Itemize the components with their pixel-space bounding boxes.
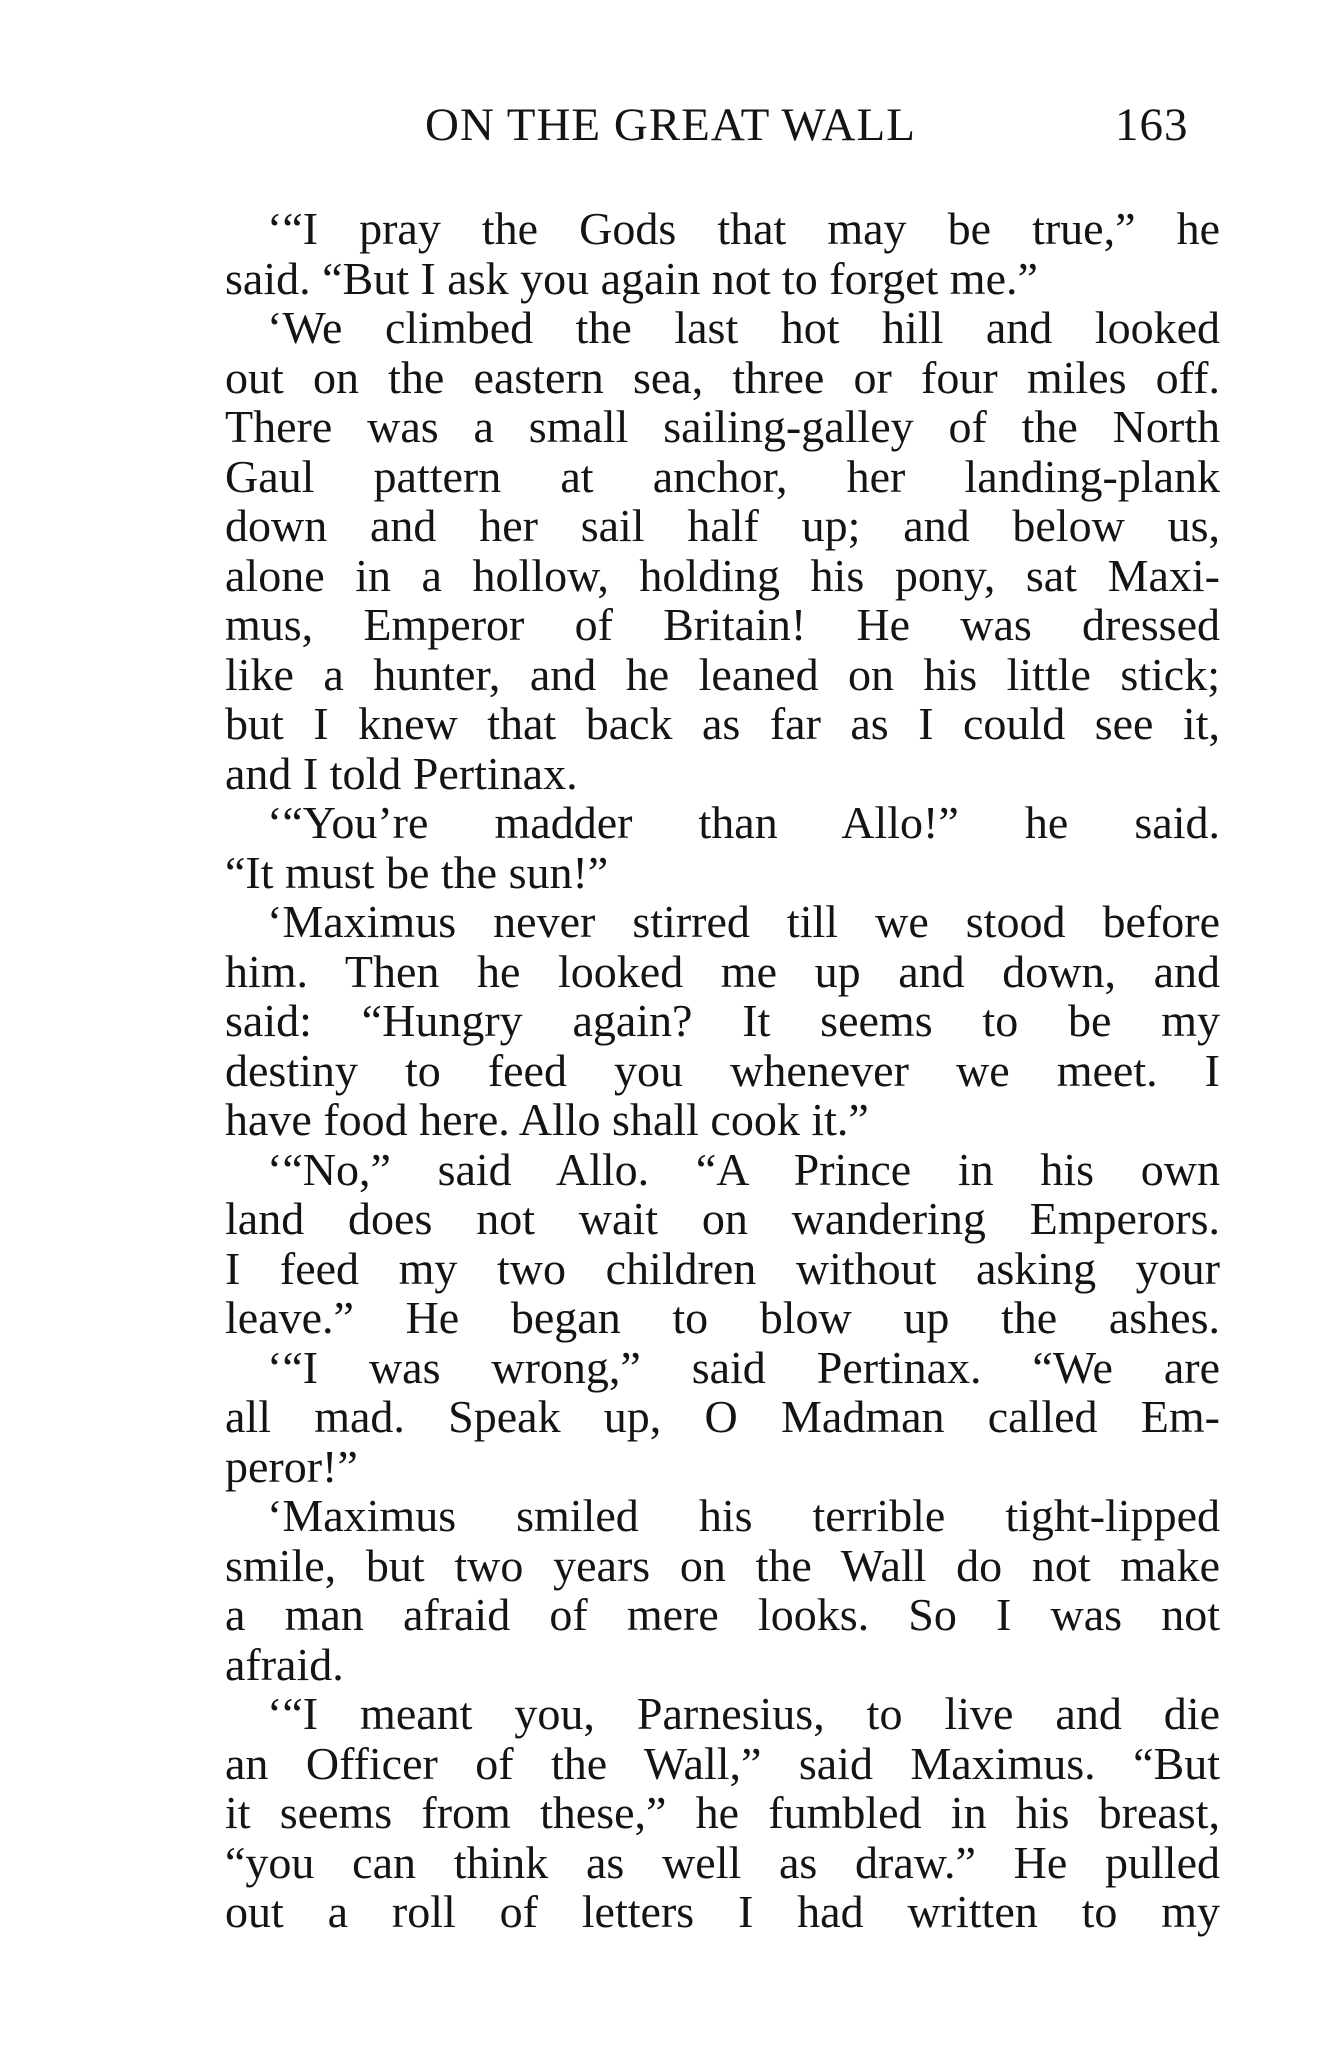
text-line: a man afraid of mere looks. So I was not — [225, 1589, 1220, 1640]
text-line: ‘We climbed the last hot hill and looked — [267, 302, 1220, 353]
body-text — [225, 204, 1220, 1937]
text-line: ‘“You’re madder than Allo!” he said. — [267, 797, 1220, 848]
text-line: land does not wait on wandering Emperors. — [225, 1193, 1220, 1244]
text-line: ‘“I was wrong,” said Pertinax. “We are — [267, 1341, 1220, 1393]
text-line: out a roll of letters I had written to my — [225, 1886, 1220, 1937]
text-line: “It must be the sun!” — [225, 846, 609, 898]
text-line: leave.” He began to blow up the ashes. — [225, 1292, 1220, 1343]
text-line: all mad. Speak up, O Madman called Em- — [225, 1391, 1220, 1442]
text-line: peror!” — [225, 1440, 358, 1492]
text-line: Gaul pattern at anchor, her landing-plank — [225, 450, 1220, 502]
text-line: destiny to feed you whenever we meet. I — [225, 1044, 1220, 1096]
text-line: him. Then he looked me up and down, and — [225, 945, 1220, 997]
text-line: down and her sail half up; and below us, — [225, 500, 1220, 551]
text-line: ‘Maximus never stirred till we stood before — [267, 896, 1220, 947]
text-line: ‘Maximus smiled his terrible tight-lipped — [267, 1490, 1220, 1541]
page-header — [425, 98, 1225, 158]
text-line: like a hunter, and he leaned on his little stick; — [225, 648, 1220, 700]
text-line: I feed my two children without asking your — [225, 1242, 1220, 1294]
text-line: and I told Pertinax. — [225, 747, 578, 799]
text-line: ‘“No,” said Allo. “A Prince in his own — [267, 1143, 1220, 1195]
text-line: afraid. — [225, 1638, 344, 1690]
text-line: smile, but two years on the Wall do not make — [225, 1539, 1220, 1591]
text-line: said. “But I ask you again not to forget me.” — [225, 252, 1038, 304]
text-line: but I knew that back as far as I could see it, — [225, 698, 1220, 749]
text-line: have food here. Allo shall cook it.” — [225, 1094, 869, 1145]
text-line: an Officer of the Wall,” said Maximus. “But — [225, 1737, 1220, 1789]
running-title: ON THE GREAT WALL — [425, 99, 916, 151]
text-line: mus, Emperor of Britain! He was dressed — [225, 599, 1220, 650]
page-number: 163 — [1115, 99, 1189, 151]
text-line: There was a small sailing-galley of the North — [225, 401, 1220, 452]
text-line: ‘“I meant you, Parnesius, to live and die — [267, 1688, 1220, 1739]
text-line: out on the eastern sea, three or four miles off. — [225, 351, 1220, 403]
text-line: said: “Hungry again? It seems to be my — [225, 995, 1220, 1046]
text-line: alone in a hollow, holding his pony, sat Maxi- — [225, 549, 1220, 601]
text-line: ‘“I pray the Gods that may be true,” he — [267, 203, 1220, 254]
text-line: it seems from these,” he fumbled in his breast, — [225, 1787, 1220, 1838]
text-line: “you can think as well as draw.” He pulled — [225, 1836, 1220, 1888]
